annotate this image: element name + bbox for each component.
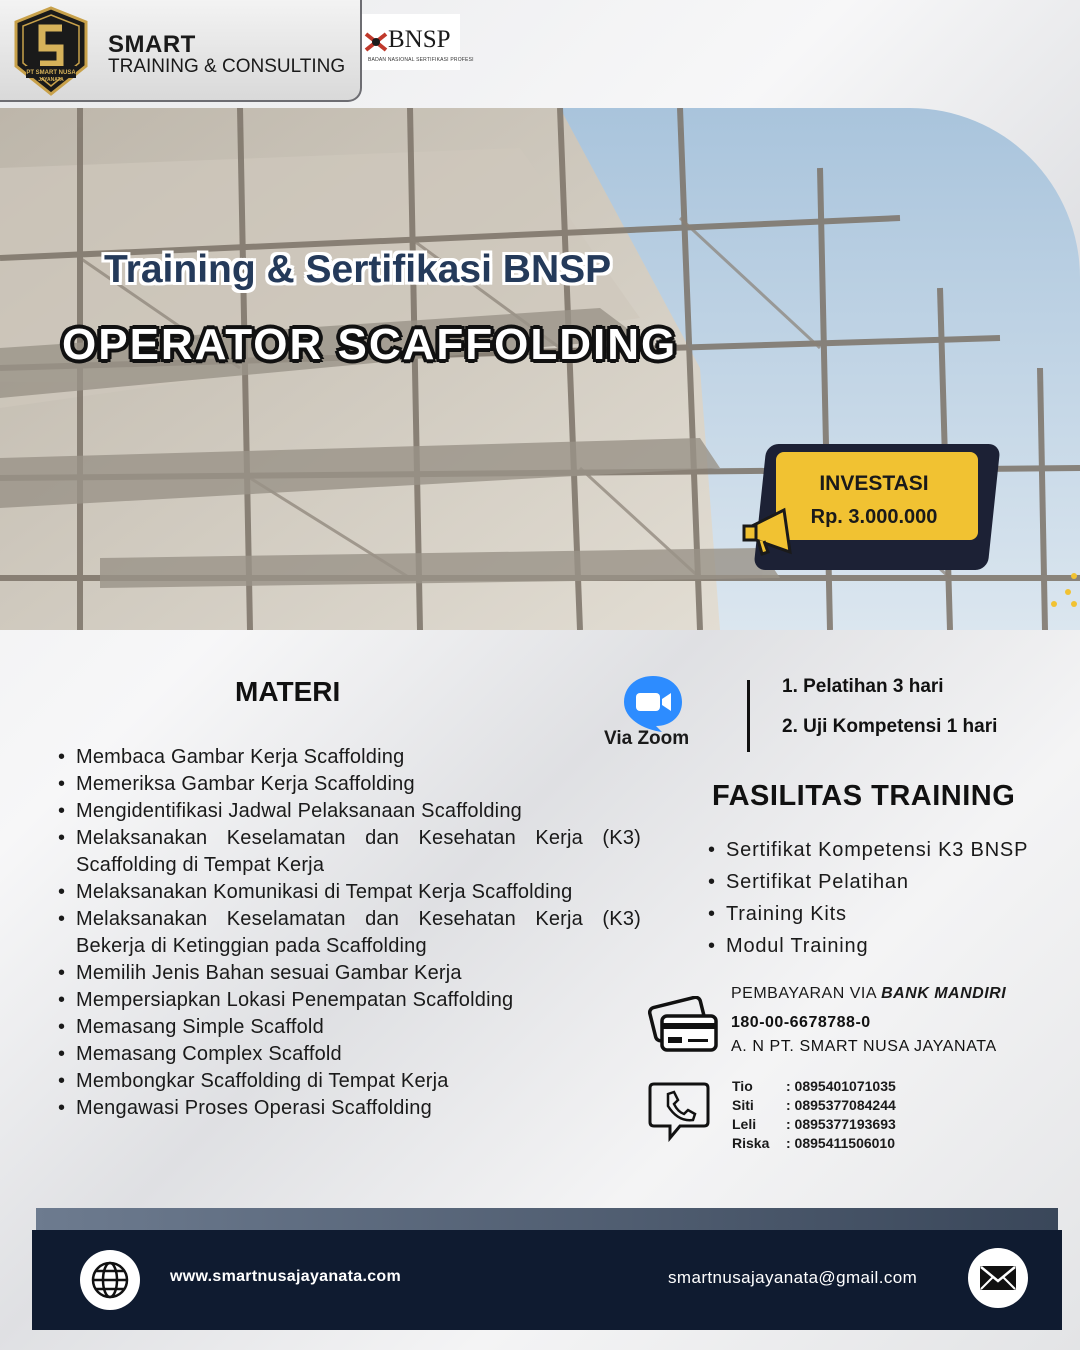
bnsp-emblem-icon bbox=[364, 30, 388, 54]
svg-text:JAYANATA: JAYANATA bbox=[38, 77, 64, 83]
investment-label: INVESTASI bbox=[819, 472, 929, 495]
contact-phone: : 0895411506010 bbox=[786, 1135, 895, 1151]
brand-tagline: TRAINING & CONSULTING bbox=[108, 56, 346, 77]
website-link[interactable]: www.smartnusajayanata.com bbox=[170, 1268, 401, 1285]
list-item: • Membaca Gambar Kerja Scaffolding bbox=[56, 744, 656, 771]
table-row bbox=[728, 1076, 898, 1095]
materi-list bbox=[56, 744, 656, 1122]
list-item: • Training Kits bbox=[708, 898, 1028, 930]
list-item: • Mempersiapkan Lokasi Penempatan Scaffolding bbox=[56, 987, 656, 1014]
fasilitas-list bbox=[708, 834, 1028, 962]
table-row bbox=[728, 1133, 898, 1152]
email-link[interactable]: smartnusajayanata@gmail.com bbox=[668, 1268, 918, 1287]
list-item: • Melaksanakan Komunikasi di Tempat Kerja Scaffolding bbox=[56, 879, 656, 906]
list-item: • Sertifikat Pelatihan bbox=[708, 866, 1028, 898]
contact-name: Tio bbox=[732, 1078, 753, 1094]
contact-phone: : 0895377084244 bbox=[786, 1097, 896, 1113]
table-row bbox=[728, 1095, 898, 1114]
company-logo bbox=[12, 6, 90, 96]
bnsp-logo-subtext: BADAN NASIONAL SERTIFIKASI PROFESI bbox=[368, 57, 474, 63]
hero-subtitle: OPERATOR SCAFFOLDING bbox=[62, 320, 678, 369]
mail-icon[interactable] bbox=[968, 1248, 1028, 1308]
phone-chat-icon bbox=[648, 1080, 710, 1144]
investment-price: Rp. 3.000.000 bbox=[810, 506, 938, 528]
contacts-table bbox=[728, 1076, 898, 1152]
contact-phone: : 0895377193693 bbox=[786, 1116, 896, 1132]
list-item: • Memilih Jenis Bahan sesuai Gambar Kerja bbox=[56, 960, 656, 987]
list-item: • Mengawasi Proses Operasi Scaffolding bbox=[56, 1095, 656, 1122]
list-item: • Modul Training bbox=[708, 930, 1028, 962]
decorative-dots bbox=[1048, 568, 1080, 612]
account-number: 180-00-6678788-0 bbox=[731, 1014, 871, 1031]
contact-name: Riska bbox=[732, 1135, 770, 1151]
megaphone-icon bbox=[740, 504, 804, 560]
contact-name: Siti bbox=[732, 1097, 754, 1113]
zoom-icon bbox=[622, 674, 684, 732]
list-item: • Melaksanakan Keselamatan dan Kesehatan Kerja (K3) Bekerja di Ketinggian pada Scaffolding bbox=[56, 906, 641, 960]
brand-name: SMART bbox=[108, 31, 196, 58]
materi-heading: MATERI bbox=[235, 676, 341, 707]
payment-label: PEMBAYARAN VIA BANK MANDIRI bbox=[731, 985, 1007, 1002]
svg-text:PT SMART NUSA: PT SMART NUSA bbox=[26, 70, 76, 76]
hero-title: Training & Sertifikasi BNSP bbox=[104, 248, 612, 291]
via-zoom-label: Via Zoom bbox=[604, 728, 690, 749]
bnsp-logo-text: BNSP bbox=[388, 26, 451, 53]
contact-phone: : 0895401071035 bbox=[786, 1078, 896, 1094]
list-item: • Mengidentifikasi Jadwal Pelaksanaan Scaffolding bbox=[56, 798, 656, 825]
list-item: • Memeriksa Gambar Kerja Scaffolding bbox=[56, 771, 656, 798]
list-item: • Memasang Simple Scaffold bbox=[56, 1014, 656, 1041]
divider bbox=[747, 680, 750, 752]
schedule-item: 1. Pelatihan 3 hari bbox=[782, 676, 944, 697]
schedule-item: 2. Uji Kompetensi 1 hari bbox=[782, 716, 998, 737]
list-item: • Melaksanakan Keselamatan dan Kesehatan Kerja (K3) Scaffolding di Tempat Kerja bbox=[56, 825, 641, 879]
globe-icon[interactable] bbox=[80, 1250, 140, 1310]
bank-name: BANK MANDIRI bbox=[881, 985, 1007, 1002]
contact-name: Leli bbox=[732, 1116, 757, 1132]
table-row bbox=[728, 1114, 898, 1133]
list-item: • Membongkar Scaffolding di Tempat Kerja bbox=[56, 1068, 656, 1095]
account-holder: A. N PT. SMART NUSA JAYANATA bbox=[731, 1038, 997, 1055]
list-item: • Sertifikat Kompetensi K3 BNSP bbox=[708, 834, 1028, 866]
list-item: • Memasang Complex Scaffold bbox=[56, 1041, 656, 1068]
fasilitas-heading: FASILITAS TRAINING bbox=[712, 780, 1016, 812]
credit-card-icon bbox=[648, 996, 720, 1054]
